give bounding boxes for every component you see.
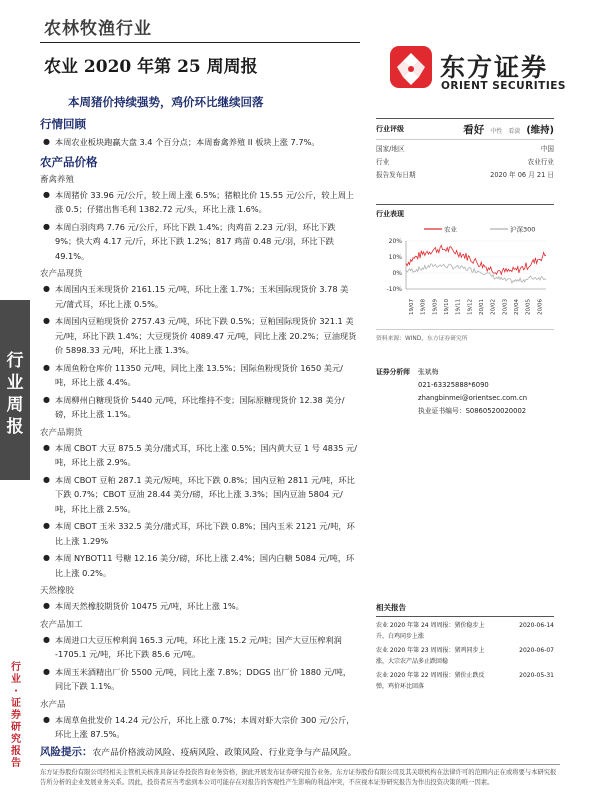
group-heading: 农产品现货 — [40, 269, 83, 279]
meta-row: 行业 农业行业 — [376, 158, 554, 166]
x-tick-label: 19/09 — [432, 298, 439, 315]
footer-rule — [40, 764, 560, 765]
list-item: ● 本周 NYBOT11 号糖 12.16 美分/磅，环比上涨 2.4%；国内白糖 5084 元/吨，环比上涨 0.2%。 — [43, 553, 355, 578]
sidebar-label: 行 业 周 报 — [6, 351, 24, 437]
risk-warning: 风险提示：农产品价格波动风险、疫病风险、政策风险、行业竞争与产品风险。 — [40, 745, 357, 758]
brand-logo-icon — [388, 44, 434, 90]
x-tick-label: 19/08 — [420, 298, 427, 315]
list-item: ● 本周国内豆粕现货价 2757.43 元/吨，环比下跌 0.5%；豆粕国际现货价 321.1 美元/吨，环比下跌 1.4%；大豆现货价 4089.47 元/吨，同比上涨 20.2%；豆油现货价 5898.33 元/吨，环比上涨 1.3%。 — [43, 316, 357, 355]
rating-value: 看好 — [463, 123, 485, 136]
chart-source: 资料来源：WIND、东方证券研究所 — [376, 336, 468, 342]
y-tick-label: -10% — [386, 286, 402, 293]
y-tick-label: 10% — [388, 254, 402, 261]
group-heading: 农产品加工 — [40, 619, 83, 630]
list-item: ● 本周草鱼批发价 14.24 元/公斤，环比上涨 0.7%；本周对虾大宗价 300 元/公斤，环比上涨 87.5%。 — [43, 714, 355, 739]
y-tick-label: 0% — [392, 270, 402, 277]
list-item: ● 本周鱼粉仓库价 11350 元/吨，同比上涨 13.5%；国际鱼粉现货价 1650 美元/吨，环比上涨 4.4%。 — [43, 362, 343, 387]
related-item[interactable]: 农业 2020 年第 24 周周报：猪价稳步上升，白鸡同步上涨 2020-06-14 — [376, 622, 554, 640]
meta-row: 国家/地区 中国 — [376, 145, 554, 153]
performance-chart — [376, 221, 554, 321]
group-heading: 水产品 — [40, 699, 66, 710]
brand-name-en: ORIENT SECURITIES — [441, 80, 566, 92]
group-heading: 天然橡胶 — [40, 586, 75, 596]
list-item: ● 本周猪价 33.96 元/公斤，较上周上涨 6.5%；猪粮比价 15.55 元/公斤，较上周上涨 0.5；仔猪出售毛利 1382.72 元/头，环比上涨 1.6%。 — [43, 189, 355, 214]
y-tick-label: 20% — [388, 238, 402, 245]
list-item: ● 本周进口大豆压榨利润 165.3 元/吨，环比上涨 15.2 元/吨；国产大豆压榨利润 -1705.1 元/吨，环比下跌 85.6 元/吨。 — [43, 634, 342, 659]
related-item[interactable]: 农业 2020 年第 22 周周报：猪价止跌反弹，鸡价环比回落 2020-05-31 — [376, 672, 554, 690]
legend-label: 农业 — [444, 225, 457, 234]
rating-row: 行业评级 看好 中性 看淡 (维持) — [376, 123, 554, 136]
x-tick-label: 20/04 — [514, 298, 520, 315]
analyst-block: 证券分析师 张斌梅 021-63325888*6090 zhangbinmei@orientsec.com.cn 执业证书编号：S0860520020002 — [376, 366, 554, 418]
list-item: ● 本周 CBOT 玉米 332.5 美分/蒲式耳，环比下跌 0.8%；国内玉米 2121 元/吨，环比上涨 1.29% — [43, 521, 355, 546]
x-tick-label: 20/06 — [537, 298, 544, 315]
list-item: ● 本周玉米酒精出厂价 5500 元/吨，同比上涨 7.8%；DDGS 出厂价 1880 元/吨，同比下跌 1.1%。 — [43, 666, 352, 691]
x-tick-label: 19/10 — [444, 298, 450, 315]
footer-disclaimer: 东方证券股份有限公司经相关主管机关核准具备证券投资咨询业务资格，据此开展发布证券研究报告业务。东方证券股份有限公司及其关联机构在法律许可的范围内正在或将要与本研究报告所分析的企业发展业务关系。因此，投资者应当考虑到本公司可能存在对报告的客观性产生影响的利益冲突，不应视本证券研究报告为作出投资决策的唯一因素。 — [40, 769, 557, 786]
price-heading: 农产品价格 — [40, 154, 98, 169]
x-tick-label: 19/12 — [467, 298, 474, 315]
analyst-phone: 021-63325888*6090 — [418, 381, 489, 389]
legend-label: 沪深300 — [510, 225, 536, 234]
list-item: ● 本周白羽肉鸡 7.76 元/公斤，环比下跌 1.4%；肉鸡苗 2.23 元/羽，环比下跌 9%；快大鸡 4.17 元/斤，环比下跌 1.2%；817 鸡苗 0.48 元/羽，环比下跌 49.1%。 — [43, 221, 336, 261]
related-heading: 相关报告 — [376, 603, 406, 612]
right-column — [376, 118, 554, 692]
list-item: ● 本周柳州白糖现货价 5440 元/吨，环比维持不变；国际原糖现货价 12.38 美分/磅，环比上涨 1.1%。 — [43, 394, 345, 419]
header-rule — [40, 42, 360, 43]
analyst-cert: 执业证书编号：S0860520020002 — [418, 407, 527, 415]
group-heading: 畜禽养殖 — [40, 174, 75, 185]
main-content — [40, 116, 358, 760]
x-tick-label: 20/01 — [479, 298, 485, 315]
list-item: ● 本周国内玉米现货价 2161.15 元/吨，环比上涨 1.7%；玉米国际现货价 3.78 美元/蒲式耳，环比上涨 0.5%。 — [43, 284, 349, 309]
list-item: ● 本周天然橡胶期货价 10475 元/吨，环比上涨 1%。 — [43, 601, 244, 611]
x-tick-label: 20/02 — [490, 298, 497, 315]
list-item: ● 本周 CBOT 大豆 875.5 美分/蒲式耳，环比上涨 0.5%；国内黄大豆 1 号 4835 元/吨，环比上涨 2.9%。 — [43, 442, 357, 467]
analyst-email[interactable]: zhangbinmei@orientsec.com.cn — [418, 394, 527, 402]
x-tick-label: 19/11 — [455, 298, 462, 315]
analyst-name: 张斌梅 — [418, 368, 439, 376]
perf-heading: 行业表现 — [376, 210, 404, 218]
series-line-0 — [406, 245, 546, 274]
sidebar-bottom-label: 行 业 · 证 券 研 究 报 告 — [11, 662, 21, 769]
meta-row: 报告发布日期 2020 年 06 月 21 日 — [376, 171, 554, 179]
report-title: 农业 2020 年第 25 周周报 — [44, 57, 258, 77]
x-tick-label: 19/07 — [409, 298, 415, 315]
list-item: ● 本周 CBOT 豆粕 287.1 美元/短吨，环比下跌 0.8%；国内豆粕 2811 元/吨，环比下跌 0.7%；CBOT 豆油 28.44 美分/磅，环比上涨 3.3%；国内豆油 5804 元/吨，环比上涨 2.5%。 — [43, 474, 355, 514]
sector-title: 农林牧渔行业 — [44, 19, 152, 39]
group-heading: 农产品期货 — [40, 427, 83, 438]
report-subtitle: 本周猪价持续强势，鸡价环比继续回落 — [68, 95, 264, 109]
related-item[interactable]: 农业 2020 年第 23 周周报：猪鸡同步上涨，大宗农产品多止跌回稳 2020-06-07 — [376, 647, 554, 665]
brand-name: 东方证券 — [440, 53, 549, 82]
market-heading: 行情回顾 — [40, 117, 86, 131]
x-tick-label: 20/05 — [525, 298, 532, 315]
market-summary: ● 本周农业板块跑赢大盘 3.4 个百分点；本周畜禽养殖 II 板块上涨 7.7%。 — [43, 137, 320, 147]
x-tick-label: 20/03 — [502, 298, 509, 315]
